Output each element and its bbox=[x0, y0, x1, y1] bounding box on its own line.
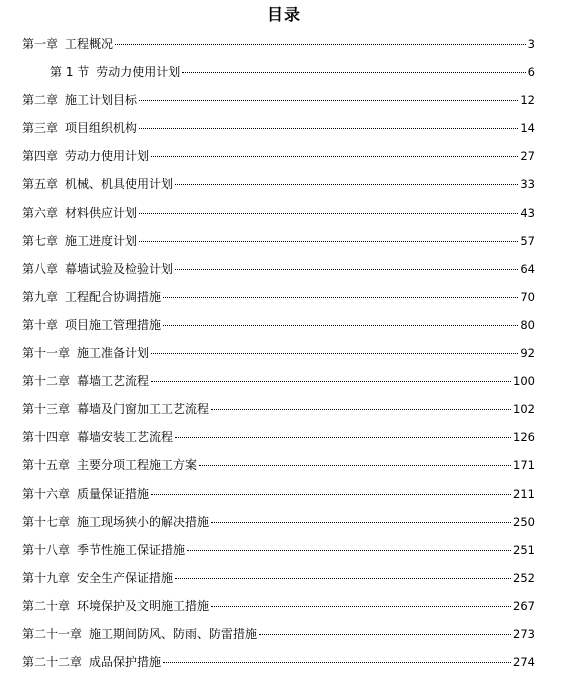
dot-leader bbox=[139, 99, 518, 101]
toc-entry-title: 安全生产保证措施 bbox=[77, 570, 174, 585]
toc-entry-page-number: 64 bbox=[520, 261, 535, 276]
toc-entry-title: 施工进度计划 bbox=[65, 233, 138, 248]
toc-entry-page-number: 33 bbox=[520, 177, 535, 192]
toc-entry-page-number: 251 bbox=[513, 542, 535, 557]
dot-leader bbox=[151, 352, 518, 354]
toc-entry-label: 第一章 bbox=[22, 37, 59, 51]
toc-chapter-entry[interactable] bbox=[0, 596, 568, 624]
toc-entry-title: 工程概况 bbox=[65, 37, 114, 51]
toc-entry-label: 第二十二章 bbox=[22, 655, 83, 670]
toc-chapter-entry[interactable] bbox=[0, 427, 568, 455]
dot-leader bbox=[163, 661, 511, 663]
toc-chapter-entry[interactable] bbox=[0, 34, 568, 62]
toc-entry-label: 第十章 bbox=[22, 317, 59, 332]
toc-entry-page-number: 70 bbox=[520, 289, 535, 304]
dot-leader bbox=[211, 521, 511, 523]
toc-entry-label: 第十二章 bbox=[22, 374, 71, 389]
toc-entry-title: 项目组织机构 bbox=[65, 121, 138, 136]
toc-entry-page-number: 267 bbox=[513, 598, 535, 613]
toc-entry-page-number: 80 bbox=[520, 317, 535, 332]
toc-entry-title: 幕墙工艺流程 bbox=[77, 374, 150, 389]
toc-chapter-entry[interactable] bbox=[0, 371, 568, 399]
toc-entry-page-number: 102 bbox=[513, 402, 535, 417]
toc-chapter-entry[interactable] bbox=[0, 652, 568, 680]
dot-leader bbox=[151, 155, 518, 157]
toc-chapter-entry[interactable] bbox=[0, 624, 568, 652]
toc-entry-title: 季节性施工保证措施 bbox=[77, 542, 186, 557]
toc-entry-title: 幕墙试验及检验计划 bbox=[65, 261, 174, 276]
toc-entry-page-number: 126 bbox=[513, 430, 535, 445]
dot-leader bbox=[182, 71, 525, 73]
dot-leader bbox=[163, 296, 518, 298]
toc-entry-label: 第十七章 bbox=[22, 514, 71, 529]
dot-leader bbox=[139, 240, 518, 242]
dot-leader bbox=[151, 380, 511, 382]
dot-leader bbox=[259, 633, 511, 635]
toc-entry-title: 工程配合协调措施 bbox=[65, 289, 162, 304]
toc-entry-label: 第二十章 bbox=[22, 598, 71, 613]
toc-chapter-entry[interactable] bbox=[0, 484, 568, 512]
toc-chapter-entry[interactable] bbox=[0, 399, 568, 427]
dot-leader bbox=[199, 464, 511, 466]
toc-entry-title: 施工期间防风、防雨、防雷措施 bbox=[89, 626, 258, 641]
toc-entry-label: 第十六章 bbox=[22, 486, 71, 501]
toc-entry-title: 项目施工管理措施 bbox=[65, 317, 162, 332]
toc-entry-title: 施工计划目标 bbox=[65, 93, 138, 108]
toc-entry-label: 第十三章 bbox=[22, 402, 71, 417]
dot-leader bbox=[151, 493, 511, 495]
toc-entry-label: 第五章 bbox=[22, 177, 59, 192]
toc-entry-page-number: 171 bbox=[513, 458, 535, 473]
dot-leader bbox=[139, 212, 518, 214]
dot-leader bbox=[115, 43, 526, 45]
dot-leader bbox=[175, 183, 518, 185]
toc-entry-page-number: 211 bbox=[513, 486, 535, 501]
toc-chapter-entry[interactable] bbox=[0, 568, 568, 596]
toc-entry-page-number: 12 bbox=[520, 93, 535, 108]
toc-chapter-entry[interactable] bbox=[0, 146, 568, 174]
toc-entry-page-number: 252 bbox=[513, 570, 535, 585]
toc-entry-label: 第三章 bbox=[22, 121, 59, 136]
toc-chapter-entry[interactable] bbox=[0, 118, 568, 146]
toc-chapter-entry[interactable] bbox=[0, 512, 568, 540]
toc-entry-label: 第二十一章 bbox=[22, 626, 83, 641]
toc-chapter-entry[interactable] bbox=[0, 455, 568, 483]
dot-leader bbox=[211, 605, 511, 607]
toc-entry-page-number: 100 bbox=[513, 374, 535, 389]
toc-chapter-entry[interactable] bbox=[0, 540, 568, 568]
toc-list bbox=[0, 34, 568, 680]
toc-entry-title: 劳动力使用计划 bbox=[65, 149, 150, 164]
toc-chapter-entry[interactable] bbox=[0, 259, 568, 287]
toc-entry-title: 幕墙安装工艺流程 bbox=[77, 430, 174, 445]
toc-entry-page-number: 14 bbox=[520, 121, 535, 136]
toc-entry-title: 施工现场狭小的解决措施 bbox=[77, 514, 210, 529]
toc-entry-page-number: 3 bbox=[527, 37, 535, 51]
toc-chapter-entry[interactable] bbox=[0, 174, 568, 202]
toc-chapter-entry[interactable] bbox=[0, 287, 568, 315]
toc-entry-label: 第十四章 bbox=[22, 430, 71, 445]
toc-section-entry[interactable] bbox=[0, 62, 568, 90]
toc-entry-title: 成品保护措施 bbox=[89, 655, 162, 670]
toc-entry-label: 第 1 节 bbox=[50, 65, 90, 80]
toc-entry-label: 第七章 bbox=[22, 233, 59, 248]
toc-chapter-entry[interactable] bbox=[0, 343, 568, 371]
toc-chapter-entry[interactable] bbox=[0, 231, 568, 259]
toc-entry-title: 施工准备计划 bbox=[77, 346, 150, 361]
dot-leader bbox=[175, 577, 511, 579]
toc-entry-page-number: 274 bbox=[513, 655, 535, 670]
toc-entry-title: 劳动力使用计划 bbox=[96, 65, 181, 80]
dot-leader bbox=[175, 268, 518, 270]
toc-entry-title: 主要分项工程施工方案 bbox=[77, 458, 198, 473]
toc-entry-title: 机械、机具使用计划 bbox=[65, 177, 174, 192]
toc-chapter-entry[interactable] bbox=[0, 90, 568, 118]
dot-leader bbox=[139, 127, 518, 129]
toc-entry-label: 第十一章 bbox=[22, 346, 71, 361]
dot-leader bbox=[211, 408, 511, 410]
toc-entry-title: 质量保证措施 bbox=[77, 486, 150, 501]
toc-entry-label: 第二章 bbox=[22, 93, 59, 108]
toc-entry-page-number: 273 bbox=[513, 626, 535, 641]
toc-chapter-entry[interactable] bbox=[0, 203, 568, 231]
toc-entry-label: 第八章 bbox=[22, 261, 59, 276]
toc-entry-label: 第四章 bbox=[22, 149, 59, 164]
toc-entry-page-number: 27 bbox=[520, 149, 535, 164]
toc-entry-page-number: 92 bbox=[520, 346, 535, 361]
toc-entry-page-number: 57 bbox=[520, 233, 535, 248]
toc-entry-label: 第九章 bbox=[22, 289, 59, 304]
toc-entry-title: 材料供应计划 bbox=[65, 205, 138, 220]
toc-entry-page-number: 6 bbox=[527, 65, 535, 80]
toc-chapter-entry[interactable] bbox=[0, 315, 568, 343]
toc-entry-label: 第十五章 bbox=[22, 458, 71, 473]
toc-entry-label: 第六章 bbox=[22, 205, 59, 220]
toc-title: 目录 bbox=[266, 5, 301, 24]
dot-leader bbox=[163, 324, 518, 326]
toc-entry-page-number: 43 bbox=[520, 205, 535, 220]
toc-entry-title: 环境保护及文明施工措施 bbox=[77, 598, 210, 613]
toc-entry-title: 幕墙及门窗加工工艺流程 bbox=[77, 402, 210, 417]
dot-leader bbox=[175, 436, 511, 438]
toc-entry-label: 第十八章 bbox=[22, 542, 71, 557]
toc-entry-label: 第十九章 bbox=[22, 570, 71, 585]
dot-leader bbox=[187, 549, 511, 551]
toc-entry-page-number: 250 bbox=[513, 514, 535, 529]
